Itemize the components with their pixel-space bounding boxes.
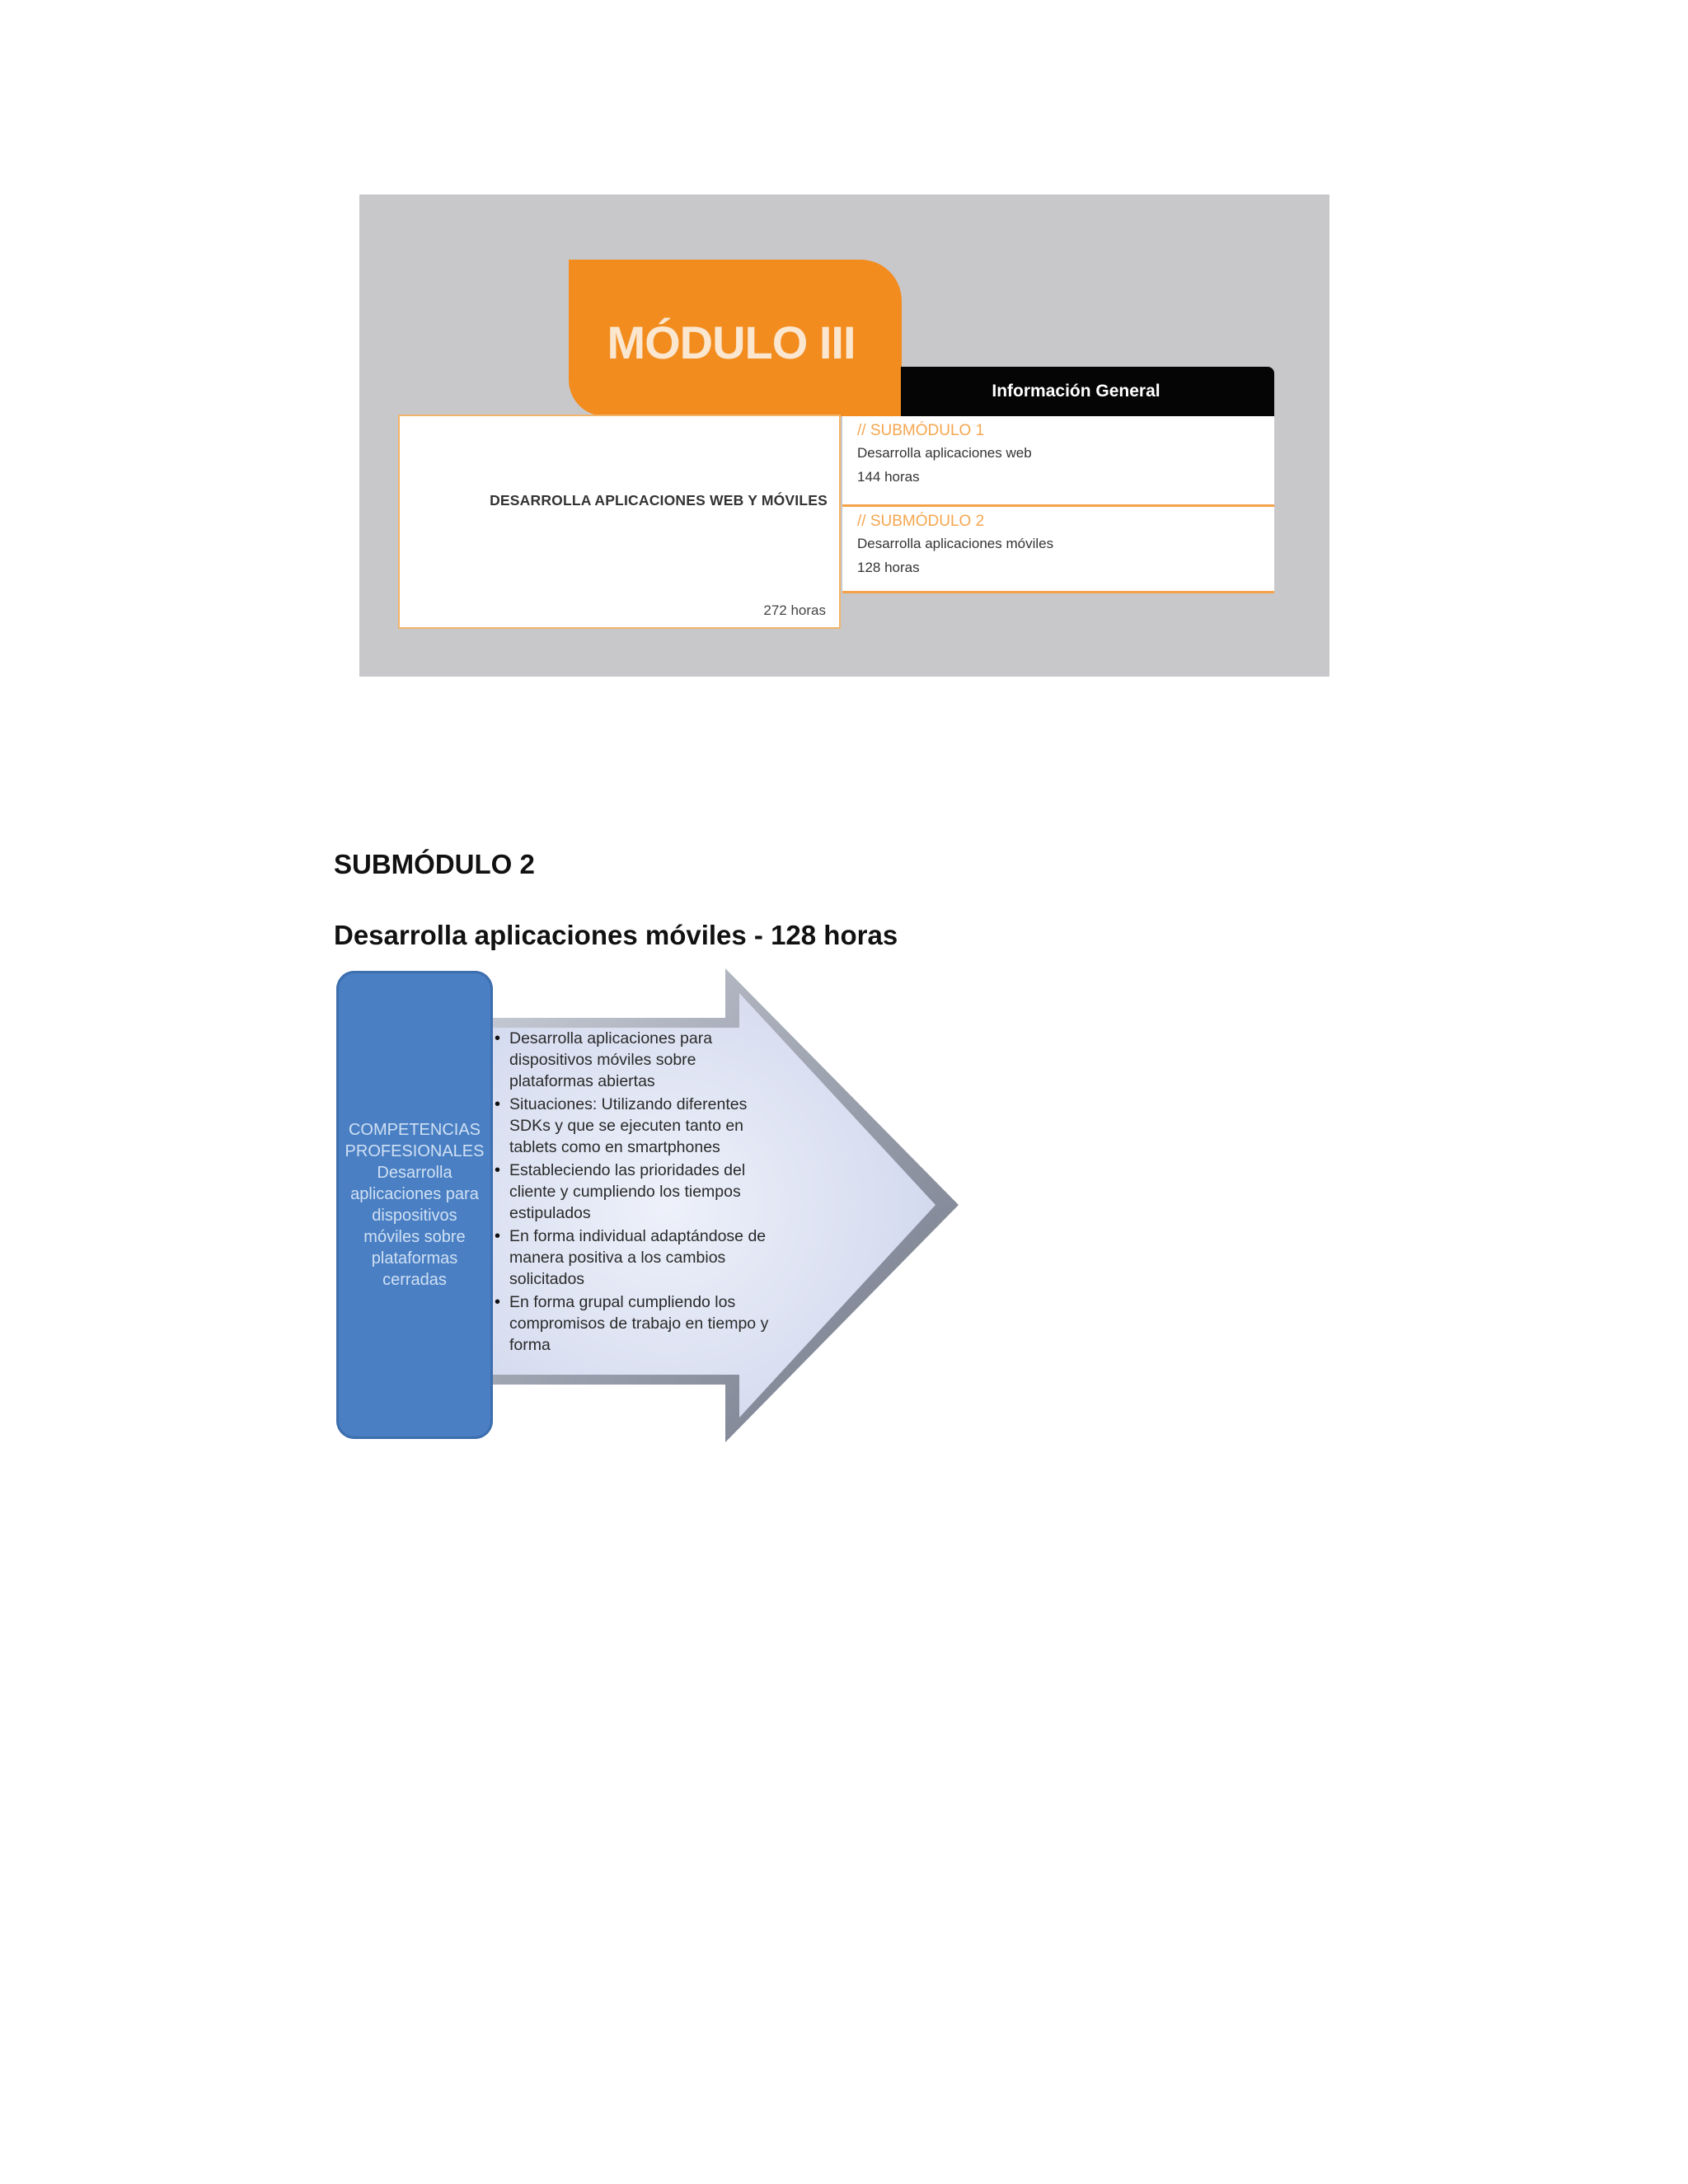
bullet-icon: •	[495, 1029, 501, 1047]
info-header-label: Información General	[992, 382, 1160, 401]
module-hours: 272 horas	[763, 602, 826, 618]
submodule-description: Desarrolla aplicaciones móviles	[857, 536, 1054, 551]
list-item-text: Desarrolla aplicaciones para dispositivos móviles sobre plataformas abiertas	[509, 1029, 713, 1090]
list-item	[493, 1094, 773, 1158]
competencias-box	[336, 971, 493, 1439]
list-item	[493, 1160, 773, 1224]
competencias-description: Desarrolla aplicaciones para dispositivos móviles sobre plataformas cerradas	[350, 1164, 479, 1289]
bullet-icon: •	[495, 1095, 501, 1113]
submodule-card	[842, 507, 1274, 593]
list-item-text: Situaciones: Utilizando diferentes SDKs y que se ejecuten tanto en tablets como en smartphones	[509, 1095, 748, 1156]
submodule-title: // SUBMÓDULO 1	[857, 422, 985, 439]
submodule-hours: 144 horas	[857, 469, 920, 485]
competencias-list	[493, 1028, 773, 1357]
competencias-title: COMPETENCIAS PROFESIONALES	[345, 1121, 485, 1160]
list-item	[493, 1226, 773, 1290]
competencias-text	[345, 1119, 485, 1291]
module-info-panel	[359, 194, 1329, 677]
list-item-text: Estableciendo las prioridades del cliente y cumpliendo los tiempos estipulados	[509, 1161, 746, 1222]
module-title: MÓDULO III	[607, 316, 856, 368]
module-card	[398, 415, 841, 629]
bullet-icon: •	[495, 1293, 501, 1311]
module-name: DESARROLLA APLICACIONES WEB Y MÓVILES	[490, 492, 828, 509]
bullet-icon: •	[495, 1161, 501, 1179]
submodule-title: // SUBMÓDULO 2	[857, 513, 985, 530]
submodule-hours: 128 horas	[857, 560, 920, 575]
bullet-icon: •	[495, 1227, 501, 1245]
competencias-diagram	[334, 968, 960, 1446]
submodule-card	[842, 416, 1274, 507]
section-heading: SUBMÓDULO 2	[334, 849, 535, 879]
list-item-text: En forma grupal cumpliendo los compromisos de trabajo en tiempo y forma	[509, 1293, 769, 1354]
submodule-description: Desarrolla aplicaciones web	[857, 445, 1032, 461]
list-item	[493, 1291, 773, 1356]
module-tab	[569, 260, 902, 416]
info-header	[901, 367, 1274, 416]
list-item-text: En forma individual adaptándose de manera positiva a los cambios solicitados	[509, 1227, 767, 1288]
section-subheading: Desarrolla aplicaciones móviles - 128 horas	[334, 920, 898, 950]
list-item	[493, 1028, 773, 1092]
